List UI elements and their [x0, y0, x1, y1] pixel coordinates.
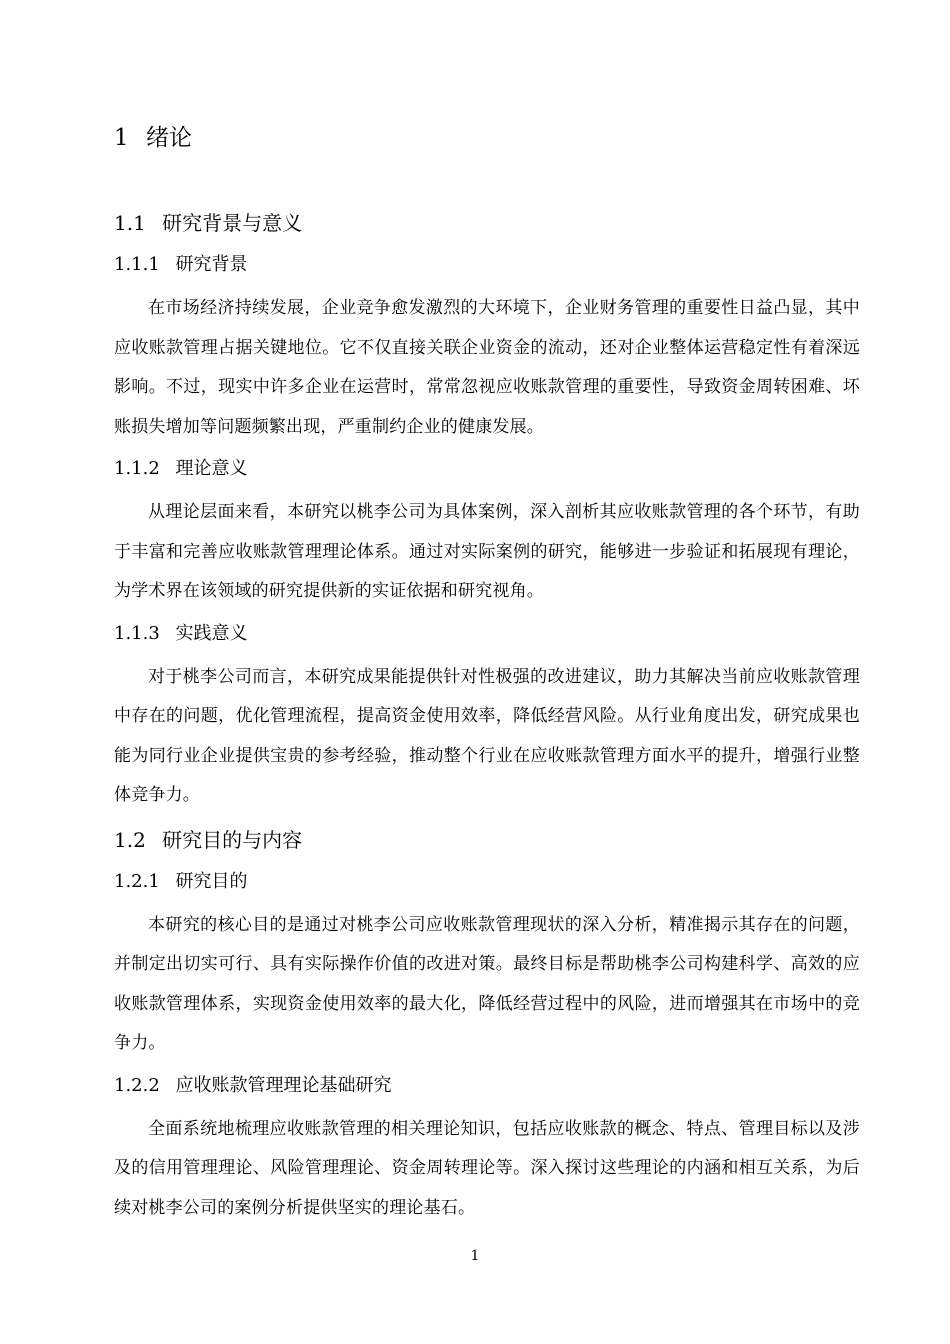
chapter-number: 1	[114, 125, 129, 151]
subsection-number: 1.2.1	[114, 870, 160, 892]
section-title: 研究背景与意义	[162, 211, 303, 235]
section-heading-1-2	[114, 824, 860, 856]
subsection-heading-1-2-1	[114, 868, 860, 896]
subsection-heading-1-1-2	[114, 455, 860, 483]
section-title: 研究目的与内容	[162, 827, 303, 852]
subsection-title: 理论意义	[175, 458, 248, 479]
subsection-title: 研究背景	[175, 254, 248, 275]
subsection-number: 1.2.2	[114, 1074, 160, 1096]
subsection-number: 1.1.1	[114, 254, 160, 275]
paragraph-research-background: 在市场经济持续发展，企业竞争愈发激烈的大环境下，企业财务管理的重要性日益凸显，其中应收账款管理占据关键地位。它不仅直接关联企业资金的流动，还对企业整体运营稳定性有着深远影响。不过，现实中许多企业在运营时，常常忽视应收账款管理的重要性，导致资金周转困难、坏账损失增加等问题频繁出现，严重制约企业的健康发展。	[114, 298, 860, 437]
page-number: 1	[470, 1248, 480, 1264]
paragraph-theoretical-significance: 从理论层面来看，本研究以桃李公司为具体案例，深入剖析其应收账款管理的各个环节，有助于丰富和完善应收账款管理理论体系。通过对实际案例的研究，能够进一步验证和拓展现有理论，为学术界在该领域的研究提供新的实证依据和研究视角。	[114, 502, 860, 601]
subsection-title: 研究目的	[175, 870, 248, 892]
chapter-title: 绪论	[145, 125, 192, 151]
paragraph-theory-foundation: 全面系统地梳理应收账款管理的相关理论知识，包括应收账款的概念、特点、管理目标以及涉及的信用管理理论、风险管理理论、资金周转理论等。深入探讨这些理论的内涵和相互关系，为后续对桃李公司的案例分析提供坚实的理论基石。	[114, 1118, 860, 1218]
paragraph-research-purpose: 本研究的核心目的是通过对桃李公司应收账款管理现状的深入分析，精准揭示其存在的问题，并制定出切实可行、具有实际操作价值的改进对策。最终目标是帮助桃李公司构建科学、高效的应收账款管理体系，实现资金使用效率的最大化，降低经营过程中的风险，进而增强其在市场中的竞争力。	[114, 914, 860, 1053]
subsection-title: 应收账款管理理论基础研究	[175, 1074, 392, 1096]
subsection-heading-1-1-3	[114, 620, 860, 648]
subsection-heading-1-2-2	[114, 1072, 860, 1100]
subsection-heading-1-1-1	[114, 251, 860, 279]
section-heading-1-1	[114, 207, 860, 239]
subsection-number: 1.1.2	[114, 458, 160, 479]
section-number: 1.2	[114, 827, 146, 852]
subsection-number: 1.1.3	[114, 622, 160, 644]
document-body	[114, 120, 860, 1236]
section-number: 1.1	[114, 211, 146, 235]
paragraph-practical-significance: 对于桃李公司而言，本研究成果能提供针对性极强的改进建议，助力其解决当前应收账款管理中存在的问题，优化管理流程，提高资金使用效率，降低经营风险。从行业角度出发，研究成果也能为同行业企业提供宝贵的参考经验，推动整个行业在应收账款管理方面水平的提升，增强行业整体竞争力。	[114, 666, 860, 805]
subsection-title: 实践意义	[175, 622, 248, 644]
chapter-heading	[114, 120, 860, 156]
